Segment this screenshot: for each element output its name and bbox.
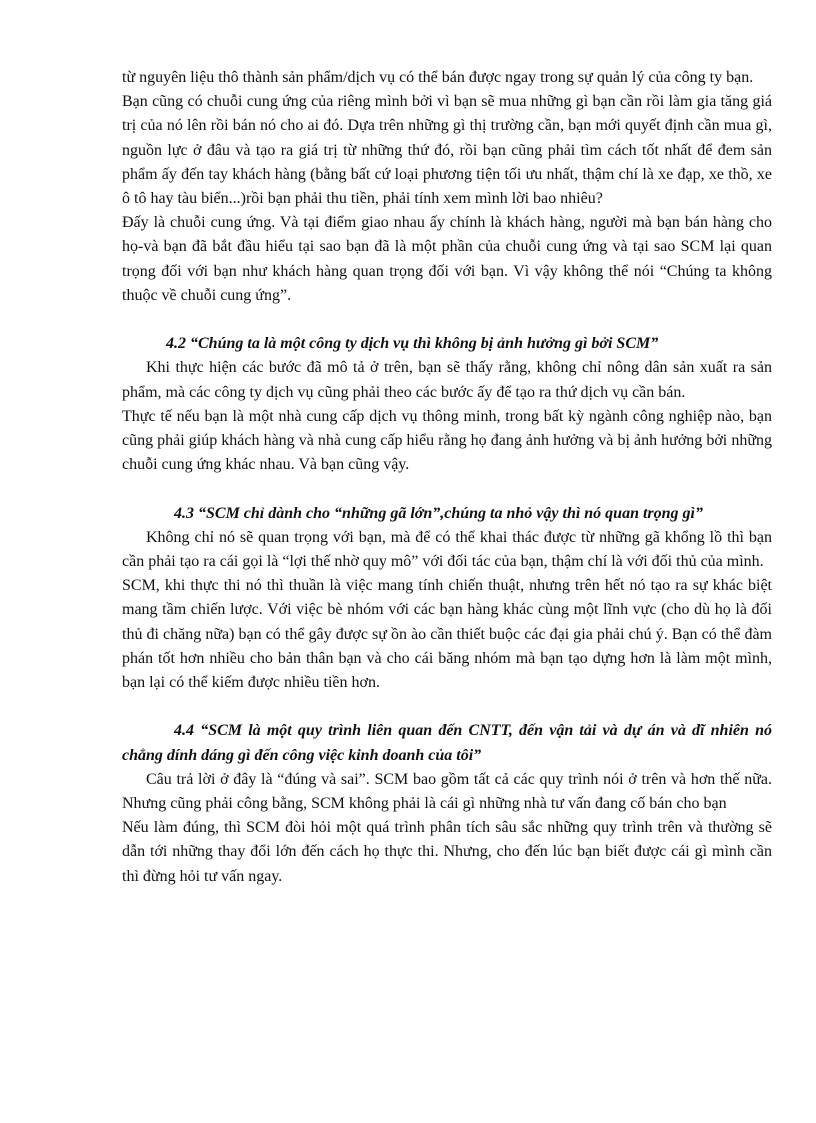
section-4-4-paragraph-2: Nếu làm đúng, thì SCM đòi hỏi một quá trình phân tích sâu sắc những quy trình trên và thường sẽ dẫn tới những thay đổi lớn đến cách họ thực thi. Nhưng, cho đến lúc bạn biết được cái gì mình cần thì đừng hỏi tư vấn ngay.	[122, 819, 772, 885]
document-page	[122, 66, 772, 889]
section-4-4-paragraph-1: Câu trả lời ở đây là “đúng và sai”. SCM bao gồm tất cả các quy trình nói ở trên và hơn thế nữa. Nhưng cũng phải công bằng, SCM không phải là cái gì những nhà tư vấn đang cố bán cho bạn	[122, 770, 772, 813]
section-4-4-heading: 4.4 “SCM là một quy trình liên quan đến CNTT, đến vận tải và dự án và dĩ nhiên nó chẳng dính dáng gì đến công việc kinh doanh của tôi”	[122, 722, 772, 764]
intro-paragraph-1: từ nguyên liệu thô thành sản phẩm/dịch vụ có thể bán được ngay trong sự quản lý của công ty bạn.	[122, 69, 754, 86]
intro-paragraph-2: Bạn cũng có chuỗi cung ứng của riêng mình bởi vì bạn sẽ mua những gì bạn cần rồi làm gia tăng giá trị của nó lên rồi bán nó cho ai đó. Dựa trên những gì thị trường cần, bạn mới quyết định cần mua gì, nguồn lực ở đâu và tạo ra giá trị từ những thứ đó, rồi bạn cũng phải tìm cách tốt nhất để đem sản phẩm ấy đến tay khách hàng (bằng bất cứ loại phương tiện tối ưu nhất, thậm chí là xe đạp, xe thồ, xe ô tô hay tàu biển...)rồi bạn phải thu tiền, phải tính xem mình lời bao nhiêu?	[122, 93, 772, 208]
section-4-2-paragraph-2: Thực tế nếu bạn là một nhà cung cấp dịch vụ thông minh, trong bất kỳ ngành công nghiệp nào, bạn cũng phải giúp khách hàng và nhà cung cấp hiểu rằng họ đang ảnh hưởng và bị ảnh hưởng bởi những chuỗi cung ứng khác nhau. Và bạn cũng vậy.	[122, 407, 772, 474]
section-4-2-paragraph-1: Khi thực hiện các bước đã mô tả ở trên, bạn sẽ thấy rằng, không chỉ nông dân sản xuất ra sản phẩm, mà các công ty dịch vụ cũng phải theo các bước ấy để tạo ra thứ dịch vụ cần bán.	[122, 359, 772, 401]
intro-paragraph-3: Đấy là chuỗi cung ứng. Và tại điểm giao nhau ấy chính là khách hàng, người mà bạn bán hàng cho họ-và bạn đã bắt đầu hiểu tại sao bạn đã là một phần của chuỗi cung ứng và tại sao SCM lại quan trọng đối với bạn như khách hàng quan trọng đối với bạn. Vì vậy không thể nói “Chúng ta không thuộc về chuỗi cung ứng”.	[122, 214, 772, 304]
section-4-3-heading: 4.3 “SCM chỉ dành cho “những gã lớn”,chúng ta nhỏ vậy thì nó quan trọng gì”	[174, 504, 703, 522]
section-4-3-paragraph-1: Không chỉ nó sẽ quan trọng với bạn, mà để có thể khai thác được từ những gã khổng lồ thì bạn cần phải tạo ra cái gọi là “lợi thế nhờ quy mô” với đối tác của bạn, thậm chí là với đối thủ của mình.	[122, 528, 772, 571]
section-4-3-paragraph-2: SCM, khi thực thi nó thì thuần là việc mang tính chiến thuật, nhưng trên hết nó tạo ra sự khác biệt mang tầm chiến lược. Với việc bè nhóm với các bạn hàng khác cùng một lĩnh vực (cho dù họ là đối thủ đi chăng nữa) bạn có thể gây được sự ồn ào cần thiết buộc các đại gia phải chú ý. Bạn có thể đàm phán tốt hơn nhiều cho bản thân bạn và cho cái băng nhóm mà bạn tạo dựng hơn là làm một mình, bạn lại có thể kiếm được nhiều tiền hơn.	[122, 577, 772, 692]
section-4-2-heading: 4.2 “Chúng ta là một công ty dịch vụ thì không bị ảnh hưởng gì bởi SCM”	[166, 335, 659, 353]
